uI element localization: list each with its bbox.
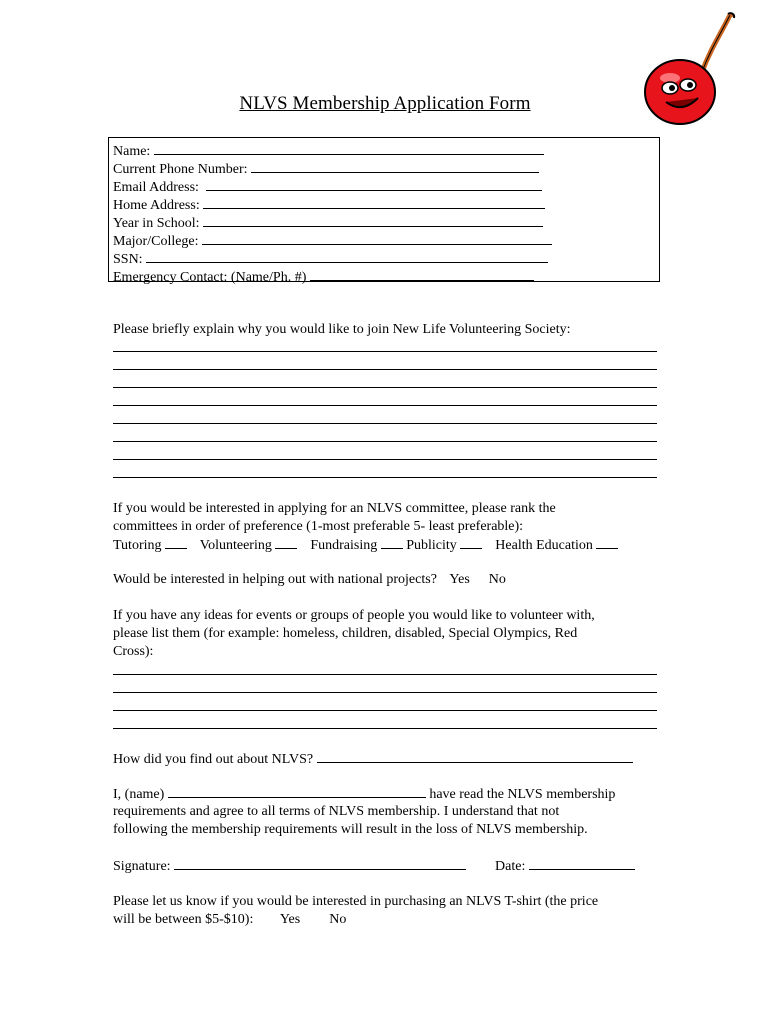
why-join-line[interactable]: [113, 405, 657, 406]
committee-volunteering-rank[interactable]: [275, 536, 297, 549]
committee-fundraising-label: Fundraising: [310, 538, 378, 553]
why-join-line[interactable]: [113, 423, 657, 424]
why-join-line[interactable]: [113, 369, 657, 370]
find-out-blank[interactable]: [317, 750, 633, 763]
date-label: Date:: [495, 859, 529, 874]
signature-blank[interactable]: [174, 857, 466, 870]
ideas-prompt-line1: If you have any ideas for events or groups of people you would like to volunteer with,: [113, 608, 595, 623]
ssn-field[interactable]: SSN:: [113, 250, 655, 268]
ideas-line[interactable]: [113, 692, 657, 693]
agreement-line1: I, (name) have read the NLVS membership: [113, 787, 616, 802]
committee-tutoring-rank[interactable]: [165, 536, 187, 549]
agreement-line3: following the membership requirements will result in the loss of NLVS membership.: [113, 822, 588, 837]
tshirt-line2-row: [113, 911, 346, 929]
major-field[interactable]: Major/College:: [113, 232, 655, 250]
phone-blank[interactable]: [251, 160, 539, 173]
phone-field[interactable]: Current Phone Number:: [113, 160, 655, 178]
committee-publicity-rank[interactable]: [460, 536, 482, 549]
name-blank[interactable]: [154, 142, 544, 155]
committee-intro-line1: If you would be interested in applying for an NLVS committee, please rank the: [113, 501, 556, 516]
home-address-field[interactable]: Home Address:: [113, 196, 655, 214]
ideas-line[interactable]: [113, 674, 657, 675]
ideas-prompt-line2: please list them (for example: homeless, children, disabled, Special Olympics, Red: [113, 626, 578, 641]
committee-health-education-label: Health Education: [495, 538, 593, 553]
why-join-line[interactable]: [113, 459, 657, 460]
committee-tutoring-label: Tutoring: [113, 538, 162, 553]
committee-health-education-rank[interactable]: [596, 536, 618, 549]
ideas-line[interactable]: [113, 728, 657, 729]
national-yes-option[interactable]: Yes: [449, 572, 470, 587]
find-out-question: How did you find out about NLVS?: [113, 752, 317, 767]
year-in-school-field[interactable]: Year in School:: [113, 214, 655, 232]
why-join-line[interactable]: [113, 387, 657, 388]
emergency-contact-field[interactable]: Emergency Contact: (Name/Ph. #): [113, 268, 655, 286]
personal-info-box: [108, 137, 660, 285]
why-join-prompt: Please briefly explain why you would like to join New Life Volunteering Society:: [113, 322, 571, 337]
year-in-school-blank[interactable]: [203, 214, 543, 227]
national-no-option[interactable]: No: [488, 572, 506, 587]
ssn-blank[interactable]: [146, 250, 548, 263]
committee-volunteering-label: Volunteering: [199, 538, 272, 553]
signature-row: [113, 857, 635, 876]
emergency-contact-blank[interactable]: [310, 268, 534, 281]
why-join-line[interactable]: [113, 477, 657, 478]
email-blank[interactable]: [206, 178, 542, 191]
date-blank[interactable]: [529, 857, 635, 870]
committee-publicity-label: Publicity: [406, 538, 457, 553]
national-projects-row: [113, 571, 506, 589]
why-join-line[interactable]: [113, 351, 657, 352]
ideas-prompt-line3: Cross):: [113, 644, 154, 659]
email-field[interactable]: Email Address:: [113, 178, 655, 196]
tshirt-line2: will be between $5-$10):: [113, 912, 254, 927]
national-projects-question: Would be interested in helping out with national projects?: [113, 572, 437, 587]
tshirt-line1: Please let us know if you would be interested in purchasing an NLVS T-shirt (the price: [113, 894, 599, 909]
ideas-line[interactable]: [113, 710, 657, 711]
find-out-row: [113, 750, 633, 769]
major-blank[interactable]: [202, 232, 552, 245]
tshirt-yes-option[interactable]: Yes: [279, 912, 301, 927]
committee-intro-line2: committees in order of preference (1-most preferable 5- least preferable):: [113, 519, 524, 534]
agreement-line2: requirements and agree to all terms of NLVS membership. I understand that not: [113, 804, 560, 819]
cherry-mascot-icon: [640, 10, 740, 125]
signature-label: Signature:: [113, 859, 175, 874]
committee-rank-row: [113, 536, 618, 555]
committee-fundraising-rank[interactable]: [381, 536, 403, 549]
why-join-line[interactable]: [113, 441, 657, 442]
agreement-name-blank[interactable]: [168, 785, 426, 798]
name-field[interactable]: Name:: [113, 142, 655, 160]
home-address-blank[interactable]: [203, 196, 545, 209]
form-title: NLVS Membership Application Form: [239, 93, 531, 114]
tshirt-no-option[interactable]: No: [329, 912, 347, 927]
